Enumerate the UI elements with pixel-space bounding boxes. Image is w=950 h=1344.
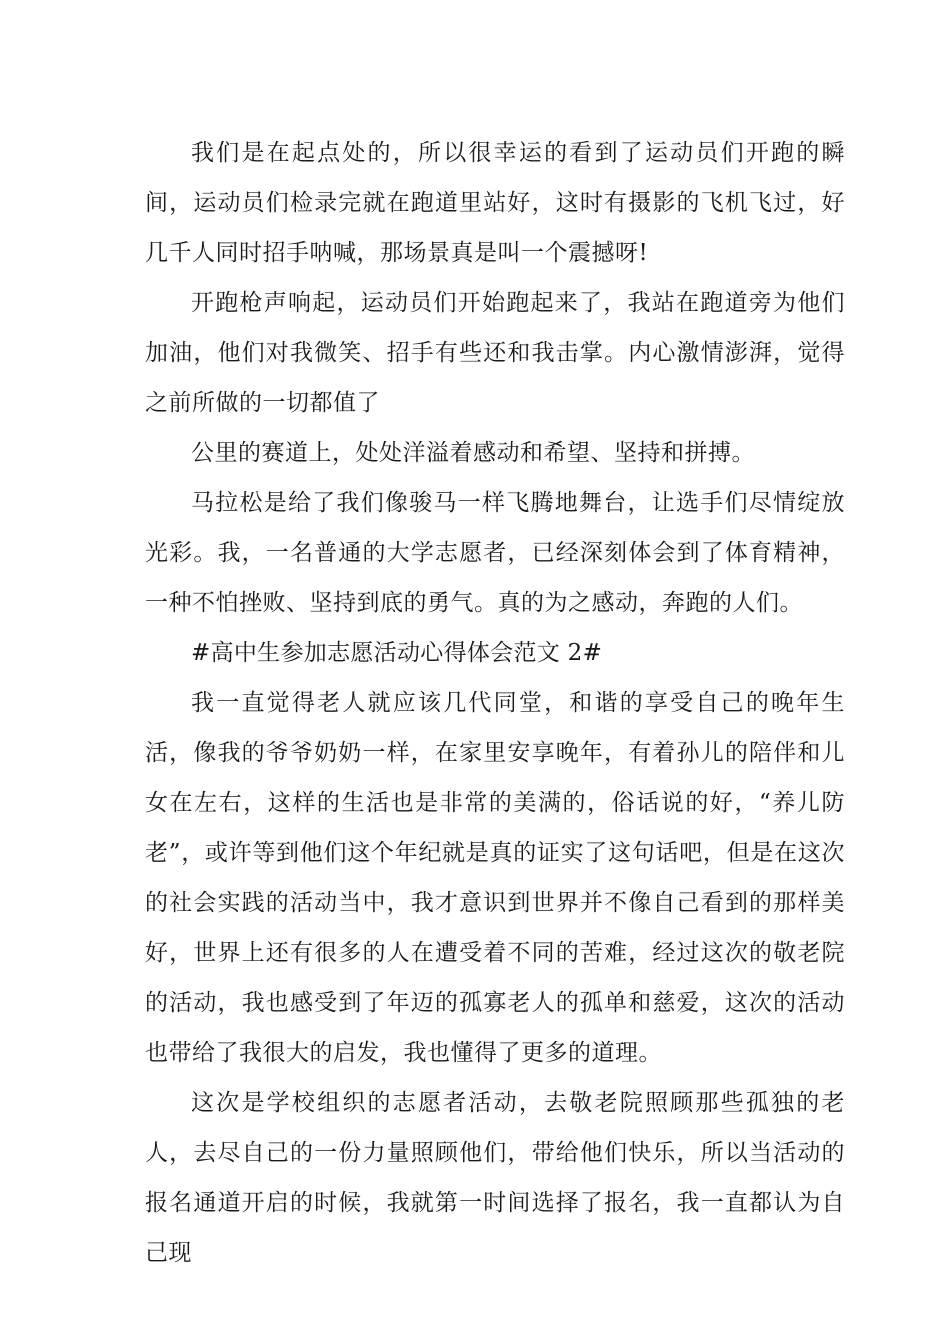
paragraph-race-track: 公里的赛道上，处处洋溢着感动和希望、坚持和拼搏。 (191, 440, 755, 466)
paragraph-start-line-view: 我们是在起点处的，所以很幸运的看到了运动员们开跑的瞬间，运动员们检录完就在跑道里站好，这时有摄影的飞机飞过，好几千人同时招手呐喊，那场景真是叫一个震撼呀! (145, 140, 845, 266)
paragraph-elderly-life: 我一直觉得老人就应该几代同堂，和谐的享受自己的晚年生活，像我的爷爷奶奶一样，在家里安享晚年，有着孙儿的陪伴和儿女在左右，这样的生活也是非常的美满的，俗话说的好，“养儿防老”，或许等到他们这个年纪就是真的证实了这句话吧，但是在这次的社会实践的活动当中，我才意识到世界并不像自己看到的那样美好，世界上还有很多的人在遭受着不同的苦难，经过这次的敬老院的活动，我也感受到了年迈的孤寡老人的孤单和慈爱，这次的活动也带给了我很大的启发，我也懂得了更多的道理。 (145, 690, 845, 1066)
section-heading: #高中生参加志愿活动心得体会范文 2# (191, 640, 603, 666)
paragraph-starting-gun: 开跑枪声响起，运动员们开始跑起来了，我站在跑道旁为他们加油，他们对我微笑、招手有些还和我击掌。内心激情澎湃，觉得之前所做的一切都值了 (145, 290, 845, 416)
paragraph-marathon-stage: 马拉松是给了我们像骏马一样飞腾地舞台，让选手们尽情绽放光彩。我，一名普通的大学志愿者，已经深刻体会到了体育精神，一种不怕挫败、坚持到底的勇气。真的为之感动，奔跑的人们。 (145, 490, 845, 616)
document-body (145, 128, 845, 1278)
paragraph-volunteer-activity: 这次是学校组织的志愿者活动，去敬老院照顾那些孤独的老人，去尽自己的一份力量照顾他们，带给他们快乐，所以当活动的报名通道开启的时候，我就第一时间选择了报名，我一直都认为自己现 (145, 1090, 845, 1266)
